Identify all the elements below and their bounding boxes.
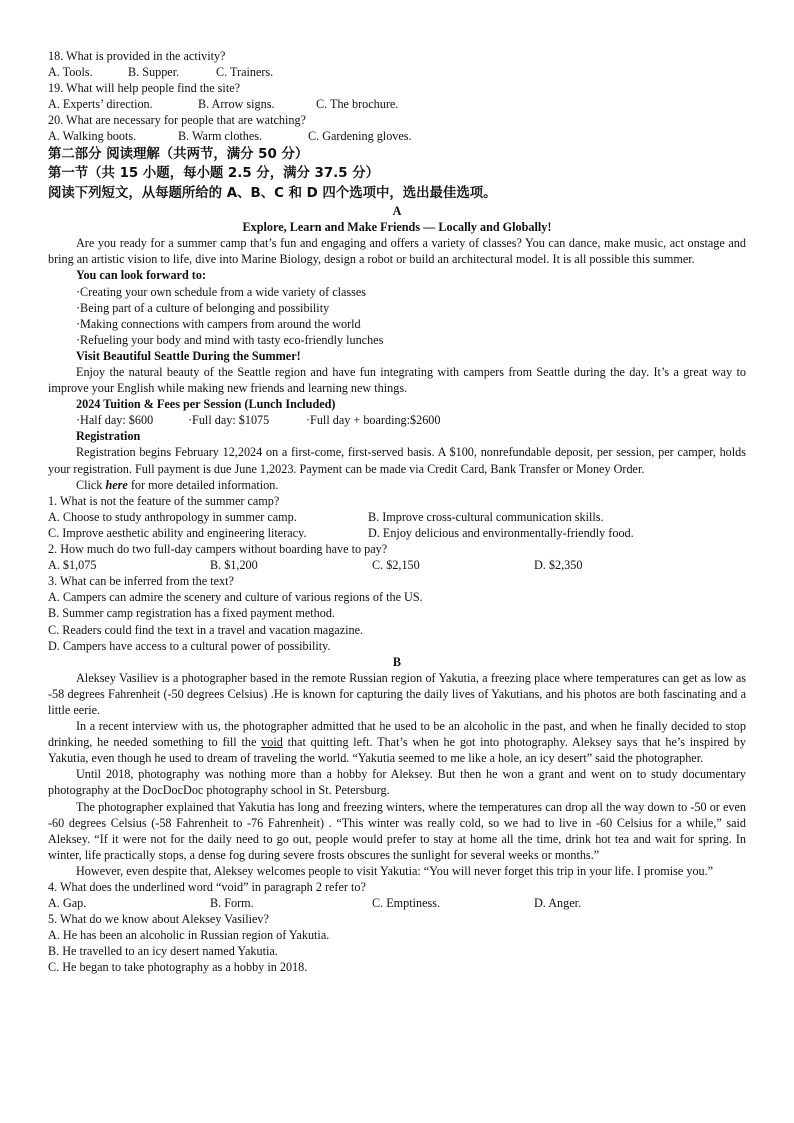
fee-full-day-boarding: ·Full day + boarding:$2600 — [306, 413, 441, 428]
underlined-word-void: void — [261, 735, 283, 750]
section-heading: 第二部分 阅读理解（共两节，满分 50 分） — [48, 146, 309, 162]
passage-a-letter: A — [392, 204, 402, 219]
question-5-option-c: C. He began to take photography as a hobby in 2018. — [48, 960, 308, 975]
question-5-option-b: B. He travelled to an icy desert named Yakutia. — [48, 944, 278, 959]
question-18-option-c: C. Trainers. — [216, 65, 274, 80]
question-3-option-a: A. Campers can admire the scenery and culture of various regions of the US. — [48, 590, 423, 605]
passage-a-intro: Are you ready for a summer camp that’s fun and engaging and offers a variety of classes? You can dance, make music, act onstage and bring an artistic vision to life, dive into Marine Biology, design a robot or build an architectural model. It is all possible this summer. — [48, 236, 746, 267]
click-pre: Click — [76, 477, 106, 492]
p2-pre: In a recent interview with us, the photographer admitted that he used to be an alcoholic in the past, and when he finally decided to stop drinking, he needed something to fill the — [48, 719, 746, 750]
click-post: for more detailed information. — [127, 477, 279, 492]
question-4-option-c: C. Emptiness. — [372, 896, 441, 911]
here-link[interactable]: here — [105, 477, 128, 492]
question-18-option-a: A. Tools. — [48, 65, 93, 80]
question-2-option-d: D. $2,350 — [534, 558, 583, 573]
question-19-options — [48, 96, 746, 112]
instruction-text: 阅读下列短文，从每题所给的 A、B、C 和 D 四个选项中，选出最佳选项。 — [48, 185, 497, 201]
question-2-options — [48, 557, 746, 573]
fees-heading: 2024 Tuition & Fees per Session (Lunch Included) — [76, 397, 336, 412]
bullet-item: ·Refueling your body and mind with tasty eco-friendly lunches — [76, 332, 384, 347]
question-1-option-d: D. Enjoy delicious and environmentally-friendly food. — [368, 525, 634, 540]
bullet-item: ·Being part of a culture of belonging and possibility — [76, 300, 330, 315]
question-5-stem: 5. What do we know about Aleksey Vasiliev? — [48, 912, 269, 927]
question-20-option-c: C. Gardening gloves. — [308, 129, 412, 144]
registration-text: Registration begins February 12,2024 on a first-come, first-served basis. A $100, nonrefundable deposit, per session, per camper, holds your registration. Full payment is due June 1,2023. Payment can be made via Credit Card, Bank Transfer or Money Order. — [48, 445, 746, 476]
passage-b-paragraph-5: However, even despite that, Aleksey welcomes people to visit Yakutia: “You will never forget this trip in your life. I promise you.” — [76, 863, 714, 878]
question-1-option-a: A. Choose to study anthropology in summer camp. — [48, 509, 297, 524]
passage-b-paragraph-1: Aleksey Vasiliev is a photographer based in the remote Russian region of Yakutia, a freezing place where temperatures can get as low as -58 degrees Fahrenheit (-50 degrees Celsius) .He is known for capturing the daily lives of Yakutians, and his photos are both fascinating and a little eerie. — [48, 670, 746, 717]
question-2-stem: 2. How much do two full-day campers without boarding have to pay? — [48, 542, 388, 557]
question-18-options — [48, 64, 746, 80]
p2-post: that quitting left. That’s when he got into photography. Aleksey says that he’s inspired by Yakutia, even though he used to dream of traveling the world. “Yakutia seemed to me like a hole, an icy desert” said the photographer. — [48, 735, 746, 766]
question-1-stem: 1. What is not the feature of the summer camp? — [48, 493, 280, 508]
question-19-option-b: B. Arrow signs. — [198, 97, 275, 112]
question-3-option-b: B. Summer camp registration has a fixed payment method. — [48, 606, 336, 621]
question-20-stem: 20. What are necessary for people that are watching? — [48, 113, 306, 128]
question-4-options — [48, 895, 746, 911]
question-20-option-b: B. Warm clothes. — [178, 129, 263, 144]
question-4-stem: 4. What does the underlined word “void” in paragraph 2 refer to? — [48, 880, 366, 894]
click-here-line — [48, 477, 746, 493]
question-19-stem: 19. What will help people find the site? — [48, 81, 241, 96]
question-3-option-c: C. Readers could find the text in a travel and vacation magazine. — [48, 622, 364, 637]
passage-b-paragraph-4: The photographer explained that Yakutia has long and freezing winters, where the temperatures can drop all the way down to -50 or even -60 degrees Celsius (-58 Fahrenheit to -76 Fahrenheit) . “This winter was really cold, so we had to live in -60 Celsius for a while,” said Aleksey. “If it were not for the daily need to go out, people would prefer to stay at home all the time, drink hot tea and wait for spring. In winter, life practically stops, a dense fog during severe frosts obscures the sunlight for several weeks or months.” — [48, 799, 746, 862]
registration-heading: Registration — [76, 429, 141, 444]
passage-b-paragraph-3: Until 2018, photography was nothing more than a hobby for Aleksey. But then he won a grant and went on to study documentary photography at the DocDocDoc photography school in St. Petersburg. — [48, 767, 746, 798]
question-1-options-row1 — [48, 509, 746, 525]
bullet-item: ·Making connections with campers from around the world — [76, 316, 361, 331]
bullet-item: ·Creating your own schedule from a wide variety of classes — [76, 284, 367, 299]
question-2-option-c: C. $2,150 — [372, 558, 420, 573]
question-20-option-a: A. Walking boots. — [48, 129, 137, 144]
question-4-option-a: A. Gap. — [48, 896, 87, 911]
question-19-option-c: C. The brochure. — [316, 97, 399, 112]
part-heading: 第一节（共 15 小题，每小题 2.5 分，满分 37.5 分） — [48, 166, 380, 182]
question-2-option-a: A. $1,075 — [48, 558, 97, 573]
question-1-options-row2 — [48, 525, 746, 541]
fee-full-day: ·Full day: $1075 — [188, 413, 270, 428]
question-20-options — [48, 128, 746, 144]
question-18-stem: 18. What is provided in the activity? — [48, 49, 226, 63]
seattle-heading: Visit Beautiful Seattle During the Summer! — [76, 348, 301, 363]
question-1-option-b: B. Improve cross-cultural communication skills. — [368, 509, 604, 524]
passage-b-letter: B — [392, 654, 402, 669]
fees-list — [48, 412, 746, 428]
question-2-option-b: B. $1,200 — [210, 558, 258, 573]
question-3-stem: 3. What can be inferred from the text? — [48, 574, 234, 589]
question-1-option-c: C. Improve aesthetic ability and engineering literacy. — [48, 525, 307, 540]
fee-half-day: ·Half day: $600 — [76, 413, 154, 428]
question-4-option-d: D. Anger. — [534, 896, 582, 911]
question-3-option-d: D. Campers have access to a cultural power of possibility. — [48, 638, 331, 653]
question-4-option-b: B. Form. — [210, 896, 254, 911]
passage-b-paragraph-2 — [48, 718, 746, 766]
passage-a-title: Explore, Learn and Make Friends — Locally and Globally! — [242, 220, 552, 235]
question-18-option-b: B. Supper. — [128, 65, 180, 80]
question-5-option-a: A. He has been an alcoholic in Russian region of Yakutia. — [48, 928, 330, 943]
question-19-option-a: A. Experts’ direction. — [48, 97, 153, 112]
forward-heading: You can look forward to: — [76, 268, 206, 283]
seattle-text: Enjoy the natural beauty of the Seattle region and have fun integrating with campers from Seattle during the day. It’s a great way to improve your English while making new friends and learning new things. — [48, 365, 746, 396]
